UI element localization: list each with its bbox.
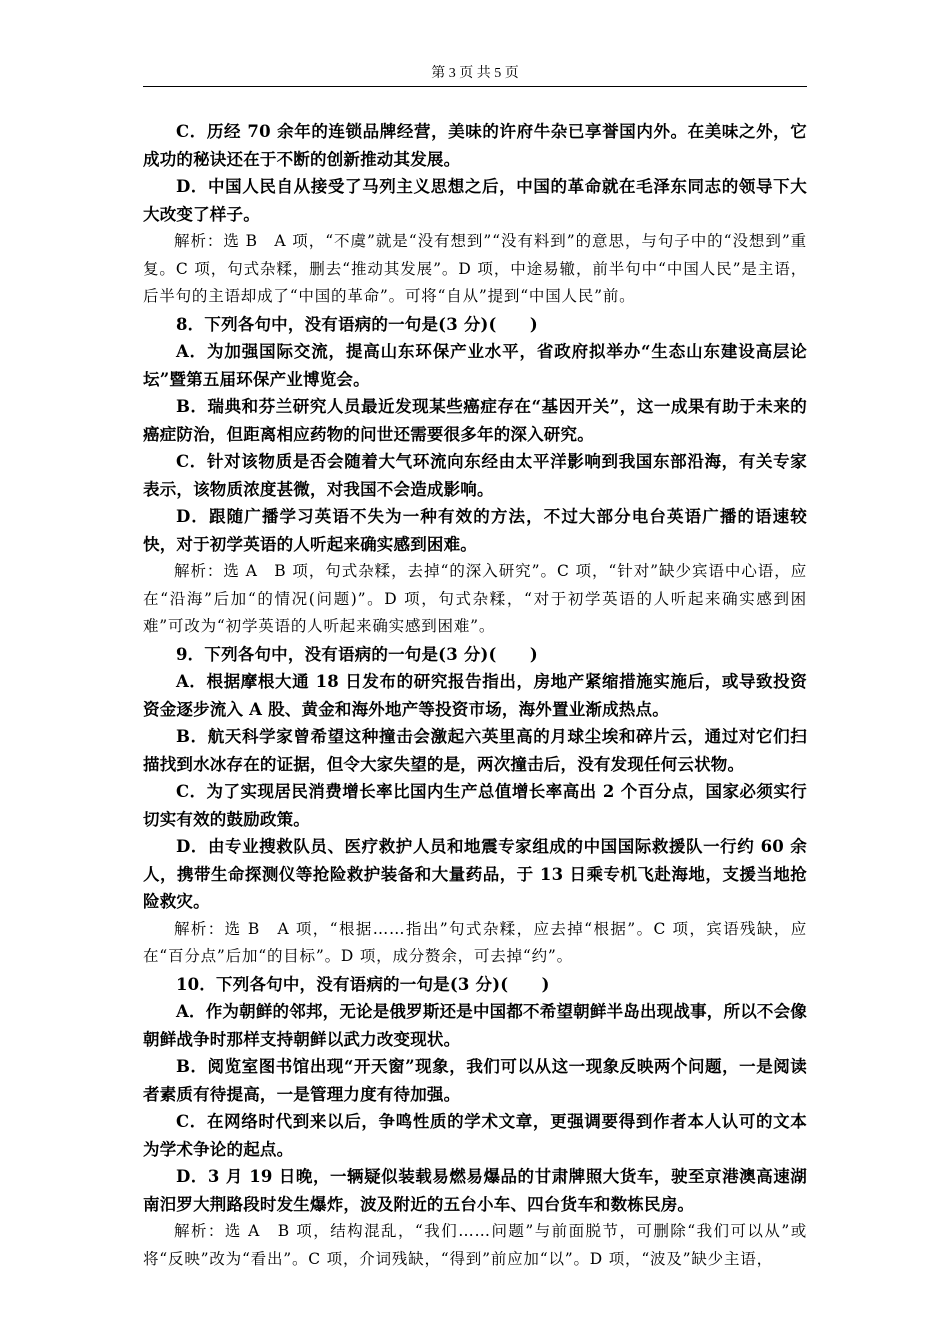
analysis-10: 解析：选 A B 项，结构混乱，“我们……问题”与前面脱节，可删除“我们可以从”或将“反映”改为“看出”。C 项，介词残缺，“得到”前应加“以”。D 项，“波及”缺少主语， xyxy=(143,1222,807,1268)
option-8d: D．跟随广播学习英语不失为一种有效的方法，不过大部分电台英语广播的语速较快，对于初学英语的人听起来确实感到困难。 xyxy=(143,507,807,554)
option-10c: C．在网络时代到来以后，争鸣性质的学术文章，更强调要得到作者本人认可的文本为学术争论的起点。 xyxy=(143,1112,807,1159)
option-9a: A．根据摩根大通 18 日发布的研究报告指出，房地产紧缩措施实施后，或导致投资资金逐步流入 A 股、黄金和海外地产等投资市场，海外置业渐成热点。 xyxy=(143,672,807,719)
option-7c: C．历经 70 余年的连锁品牌经营，美味的许府牛杂已享誉国内外。在美味之外，它成功的秘诀还在于不断的创新推动其发展。 xyxy=(143,122,807,169)
option-9b: B．航天科学家曾希望这种撞击会激起六英里高的月球尘埃和碎片云，通过对它们扫描找到水冰存在的证据，但令大家失望的是，两次撞击后，没有发现任何云状物。 xyxy=(143,727,807,774)
analysis-9: 解析：选 B A 项，“根据……指出”句式杂糅，应去掉“根据”。C 项，宾语残缺，应在“百分点”后加“的目标”。D 项，成分赘余，可去掉“约”。 xyxy=(143,919,807,965)
option-8b: B．瑞典和芬兰研究人员最近发现某些癌症存在“基因开关”，这一成果有助于未来的癌症防治，但距离相应药物的问世还需要很多年的深入研究。 xyxy=(143,397,807,444)
analysis-8: 解析：选 A B 项，句式杂糅，去掉“的深入研究”。C 项，“针对”缺少宾语中心语，应在“沿海”后加“的情况(问题)”。D 项，句式杂糅，“对于初学英语的人听起来确实感到困难”可改为“初学英语的人听起来确实感到困难”。 xyxy=(143,562,807,635)
option-9c: C．为了实现居民消费增长率比国内生产总值增长率高出 2 个百分点，国家必须实行切实有效的鼓励政策。 xyxy=(143,782,807,829)
header-rule xyxy=(143,86,807,87)
option-9d: D．由专业搜救队员、医疗救护人员和地震专家组成的中国国际救援队一行约 60 余人，携带生命探测仪等抢险救护装备和大量药品，于 13 日乘专机飞赴海地，支援当地抢险救灾。 xyxy=(143,837,807,911)
question-9: 9．下列各句中，没有语病的一句是(3 分)( ) xyxy=(176,644,538,664)
option-10d: D．3 月 19 日晚，一辆疑似装载易燃易爆品的甘肃牌照大货车，驶至京港澳高速湖南汨罗大荆路段时发生爆炸，波及附近的五台小车、四台货车和数栋民房。 xyxy=(143,1167,807,1214)
question-10: 10．下列各句中，没有语病的一句是(3 分)( ) xyxy=(176,974,550,994)
option-7d: D．中国人民自从接受了马列主义思想之后，中国的革命就在毛泽东同志的领导下大大改变了样子。 xyxy=(143,177,807,224)
option-8a: A．为加强国际交流，提高山东环保产业水平，省政府拟举办“生态山东建设高层论坛”暨第五届环保产业博览会。 xyxy=(143,342,807,389)
option-10b: B．阅览室图书馆出现“开天窗”现象，我们可以从这一现象反映两个问题，一是阅读者素质有待提高，一是管理力度有待加强。 xyxy=(143,1057,807,1104)
document-body xyxy=(143,118,807,1273)
analysis-7: 解析：选 B A 项，“不虞”就是“没有想到”“没有料到”的意思，与句子中的“没想到”重复。C 项，句式杂糅，删去“推动其发展”。D 项，中途易辙，前半句中“中国人民”是主语，后半句的主语却成了“中国的革命”。可将“自从”提到“中国人民”前。 xyxy=(143,232,807,305)
page-header: 第 3 页 共 5 页 xyxy=(431,66,519,81)
option-8c: C．针对该物质是否会随着大气环流向东经由太平洋影响到我国东部沿海，有关专家表示，该物质浓度甚微，对我国不会造成影响。 xyxy=(143,452,807,499)
option-10a: A．作为朝鲜的邻邦，无论是俄罗斯还是中国都不希望朝鲜半岛出现战事，所以不会像朝鲜战争时那样支持朝鲜以武力改变现状。 xyxy=(143,1002,807,1049)
question-8: 8．下列各句中，没有语病的一句是(3 分)( ) xyxy=(176,314,538,334)
